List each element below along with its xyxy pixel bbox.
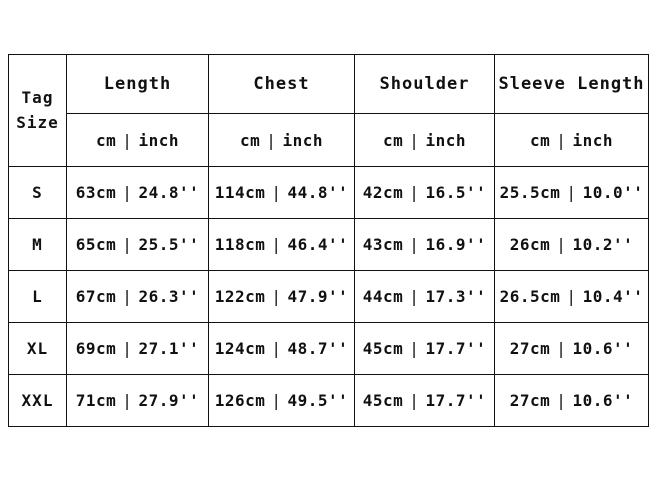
value-separator: | [271, 339, 282, 358]
row-size-label: S [9, 167, 67, 219]
cell-length [67, 219, 209, 271]
value-inch: 10.4'' [582, 287, 644, 306]
value-separator: | [409, 183, 420, 202]
value-inch: 10.0'' [582, 183, 644, 202]
tag-size-header-line2: Size [16, 112, 59, 132]
unit-header-sleeve-length [495, 114, 649, 167]
value-separator: | [409, 235, 420, 254]
cell-length [67, 323, 209, 375]
cell-chest [209, 219, 355, 271]
value-cm: 27cm [509, 339, 551, 358]
unit-cm-label: cm [383, 130, 404, 150]
value-inch: 10.6'' [572, 339, 634, 358]
unit-separator: | [122, 130, 133, 150]
row-size-label: M [9, 219, 67, 271]
value-cm: 25.5cm [499, 183, 561, 202]
tag-size-header-line1: Tag [21, 87, 54, 107]
value-inch: 27.1'' [138, 339, 200, 358]
unit-inch-label: inch [282, 130, 323, 150]
value-separator: | [566, 183, 577, 202]
value-separator: | [409, 391, 420, 410]
value-cm: 45cm [362, 339, 404, 358]
table-header-unit-row [9, 114, 649, 167]
unit-cm-label: cm [530, 130, 551, 150]
value-cm: 63cm [75, 183, 117, 202]
value-separator: | [566, 287, 577, 306]
table-row [9, 323, 649, 375]
row-size-label: XL [9, 323, 67, 375]
value-separator: | [271, 183, 282, 202]
unit-header-length [67, 114, 209, 167]
cell-chest [209, 167, 355, 219]
cell-sleeve-length [495, 375, 649, 427]
cell-length [67, 271, 209, 323]
unit-separator: | [409, 130, 420, 150]
unit-inch-label: inch [572, 130, 613, 150]
value-separator: | [409, 287, 420, 306]
unit-separator: | [556, 130, 567, 150]
value-inch: 17.3'' [425, 287, 487, 306]
table-row [9, 219, 649, 271]
value-inch: 10.6'' [572, 391, 634, 410]
value-separator: | [409, 339, 420, 358]
value-cm: 27cm [509, 391, 551, 410]
cell-shoulder [355, 167, 495, 219]
column-header-shoulder: Shoulder [355, 55, 495, 114]
table-row [9, 167, 649, 219]
value-inch: 25.5'' [138, 235, 200, 254]
value-inch: 26.3'' [138, 287, 200, 306]
value-cm: 42cm [362, 183, 404, 202]
value-separator: | [556, 235, 567, 254]
value-inch: 48.7'' [287, 339, 349, 358]
unit-header-chest [209, 114, 355, 167]
cell-sleeve-length [495, 323, 649, 375]
value-separator: | [122, 287, 133, 306]
unit-inch-label: inch [425, 130, 466, 150]
column-header-chest: Chest [209, 55, 355, 114]
size-chart-table [8, 54, 649, 427]
value-separator: | [556, 339, 567, 358]
value-cm: 122cm [214, 287, 266, 306]
cell-sleeve-length [495, 271, 649, 323]
value-cm: 124cm [214, 339, 266, 358]
tag-size-header [9, 55, 67, 167]
table-row [9, 375, 649, 427]
value-cm: 65cm [75, 235, 117, 254]
value-separator: | [122, 235, 133, 254]
value-cm: 26.5cm [499, 287, 561, 306]
value-inch: 27.9'' [138, 391, 200, 410]
value-cm: 44cm [362, 287, 404, 306]
value-inch: 10.2'' [572, 235, 634, 254]
cell-length [67, 167, 209, 219]
cell-sleeve-length [495, 219, 649, 271]
cell-chest [209, 375, 355, 427]
cell-length [67, 375, 209, 427]
cell-shoulder [355, 271, 495, 323]
table-row [9, 271, 649, 323]
value-inch: 46.4'' [287, 235, 349, 254]
cell-chest [209, 323, 355, 375]
value-inch: 16.9'' [425, 235, 487, 254]
unit-header-shoulder [355, 114, 495, 167]
value-separator: | [556, 391, 567, 410]
cell-chest [209, 271, 355, 323]
value-cm: 43cm [362, 235, 404, 254]
value-cm: 26cm [509, 235, 551, 254]
value-inch: 24.8'' [138, 183, 200, 202]
unit-inch-label: inch [138, 130, 179, 150]
value-cm: 69cm [75, 339, 117, 358]
unit-cm-label: cm [240, 130, 261, 150]
row-size-label: XXL [9, 375, 67, 427]
unit-cm-label: cm [96, 130, 117, 150]
value-cm: 71cm [75, 391, 117, 410]
value-inch: 47.9'' [287, 287, 349, 306]
row-size-label: L [9, 271, 67, 323]
value-cm: 126cm [214, 391, 266, 410]
value-inch: 49.5'' [287, 391, 349, 410]
column-header-sleeve-length: Sleeve Length [495, 55, 649, 114]
unit-separator: | [266, 130, 277, 150]
value-inch: 16.5'' [425, 183, 487, 202]
value-inch: 17.7'' [425, 339, 487, 358]
value-separator: | [271, 391, 282, 410]
value-separator: | [271, 287, 282, 306]
table-header-group-row [9, 55, 649, 114]
value-inch: 44.8'' [287, 183, 349, 202]
cell-shoulder [355, 375, 495, 427]
value-cm: 114cm [214, 183, 266, 202]
value-inch: 17.7'' [425, 391, 487, 410]
value-cm: 118cm [214, 235, 266, 254]
value-cm: 67cm [75, 287, 117, 306]
cell-shoulder [355, 323, 495, 375]
value-separator: | [122, 339, 133, 358]
column-header-length: Length [67, 55, 209, 114]
value-separator: | [122, 183, 133, 202]
cell-sleeve-length [495, 167, 649, 219]
cell-shoulder [355, 219, 495, 271]
value-separator: | [122, 391, 133, 410]
value-separator: | [271, 235, 282, 254]
value-cm: 45cm [362, 391, 404, 410]
